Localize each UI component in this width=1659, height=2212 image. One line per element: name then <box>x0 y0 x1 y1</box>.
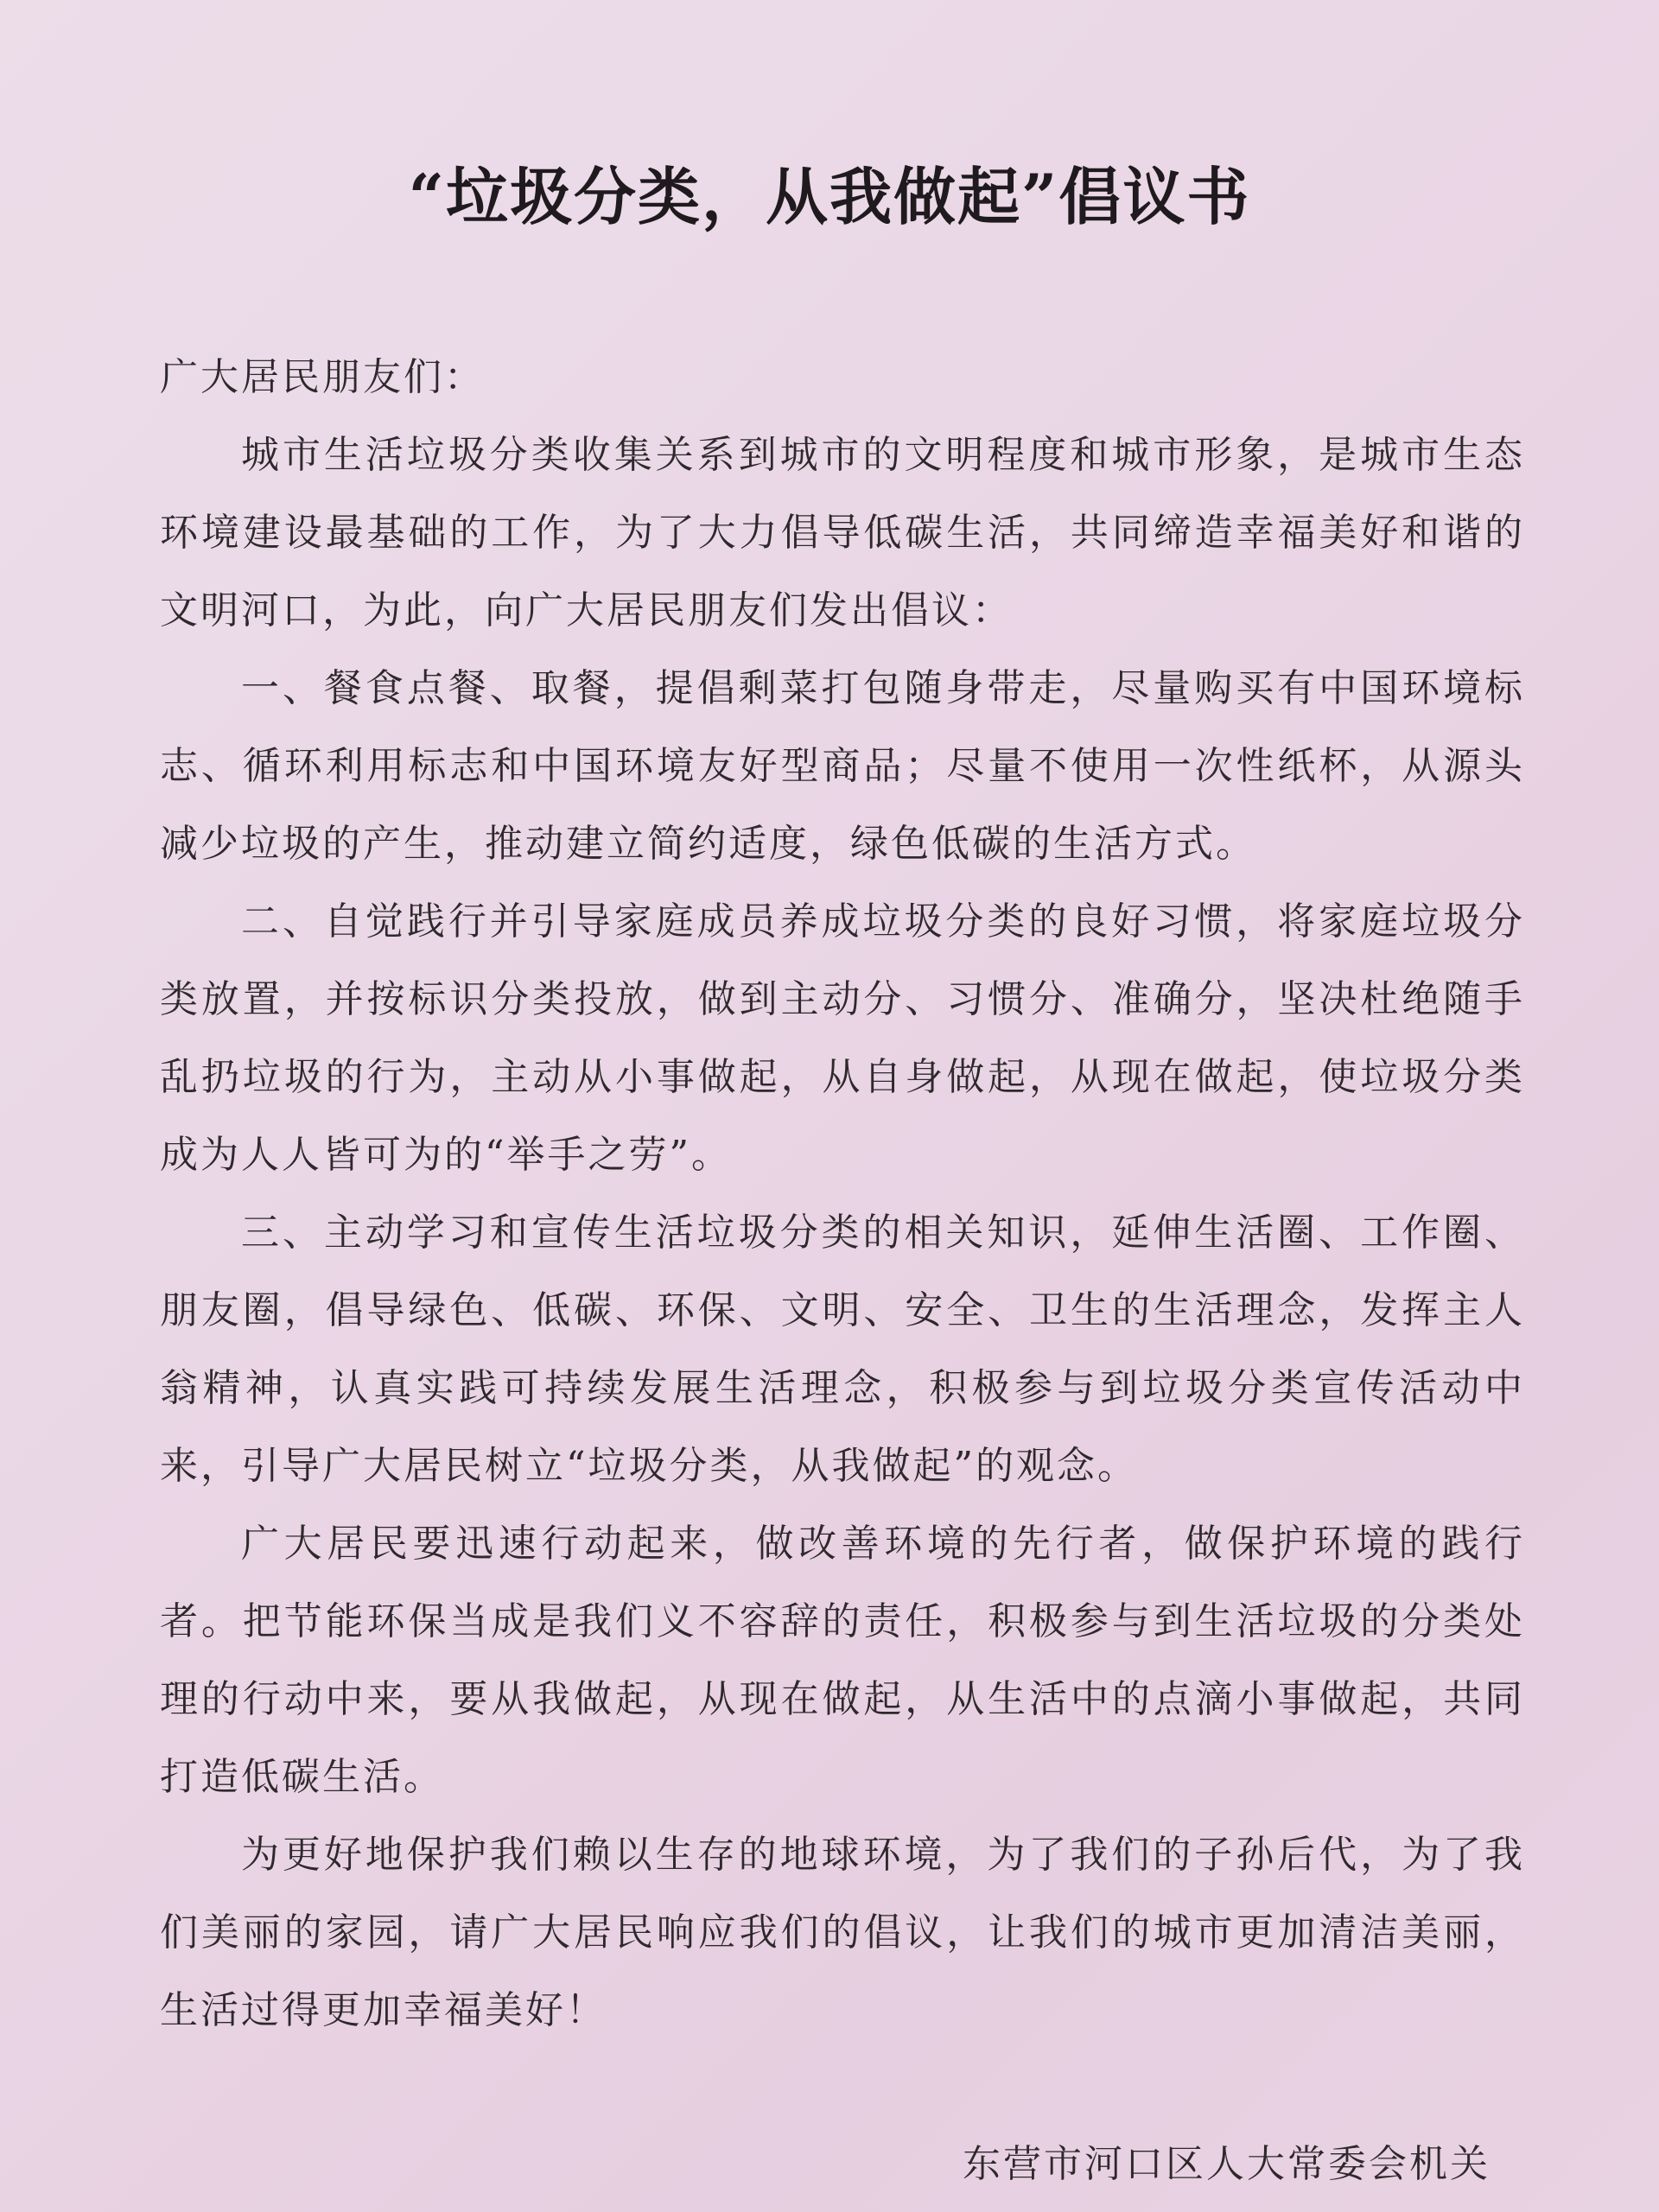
closing-paragraph: 为更好地保护我们赖以生存的地球环境，为了我们的子孙后代，为了我们美丽的家园，请广大居民响应我们的倡议，让我们的城市更加清洁美丽，生活过得更加幸福美好！ <box>160 1833 1525 2032</box>
document-body <box>160 339 1525 2050</box>
signature: 东营市河口区人大常委会机关 <box>963 2142 1491 2186</box>
document-title: “垃圾分类，从我做起”倡议书 <box>408 160 1251 233</box>
intro-paragraph: 城市生活垃圾分类收集关系到城市的文明程度和城市形象，是城市生态环境建设最基础的工作，为了大力倡导低碳生活，共同缔造幸福美好和谐的文明河口，为此，向广大居民朋友们发出倡议： <box>160 433 1525 632</box>
proposal-one-paragraph: 一、餐食点餐、取餐，提倡剩菜打包随身带走，尽量购买有中国环境标志、循环利用标志和中国环境友好型商品；尽量不使用一次性纸杯，从源头减少垃圾的产生，推动建立简约适度，绿色低碳的生活方式。 <box>160 666 1525 866</box>
proposal-two-paragraph: 二、自觉践行并引导家庭成员养成垃圾分类的良好习惯，将家庭垃圾分类放置，并按标识分类投放，做到主动分、习惯分、准确分，坚决杜绝随手乱扔垃圾的行为，主动从小事做起，从自身做起，从现在做起，使垃圾分类成为人人皆可为的“举手之劳”。 <box>160 899 1525 1177</box>
proposal-three-paragraph: 三、主动学习和宣传生活垃圾分类的相关知识，延伸生活圈、工作圈、朋友圈，倡导绿色、低碳、环保、文明、安全、卫生的生活理念，发挥主人翁精神，认真实践可持续发展生活理念，积极参与到垃圾分类宣传活动中来，引导广大居民树立“垃圾分类，从我做起”的观念。 <box>160 1211 1525 1488</box>
call-to-action-paragraph: 广大居民要迅速行动起来，做改善环境的先行者，做保护环境的践行者。把节能环保当成是我们义不容辞的责任，积极参与到生活垃圾的分类处理的行动中来，要从我做起，从现在做起，从生活中的点滴小事做起，共同打造低碳生活。 <box>160 1522 1525 1799</box>
salutation: 广大居民朋友们： <box>160 355 485 399</box>
